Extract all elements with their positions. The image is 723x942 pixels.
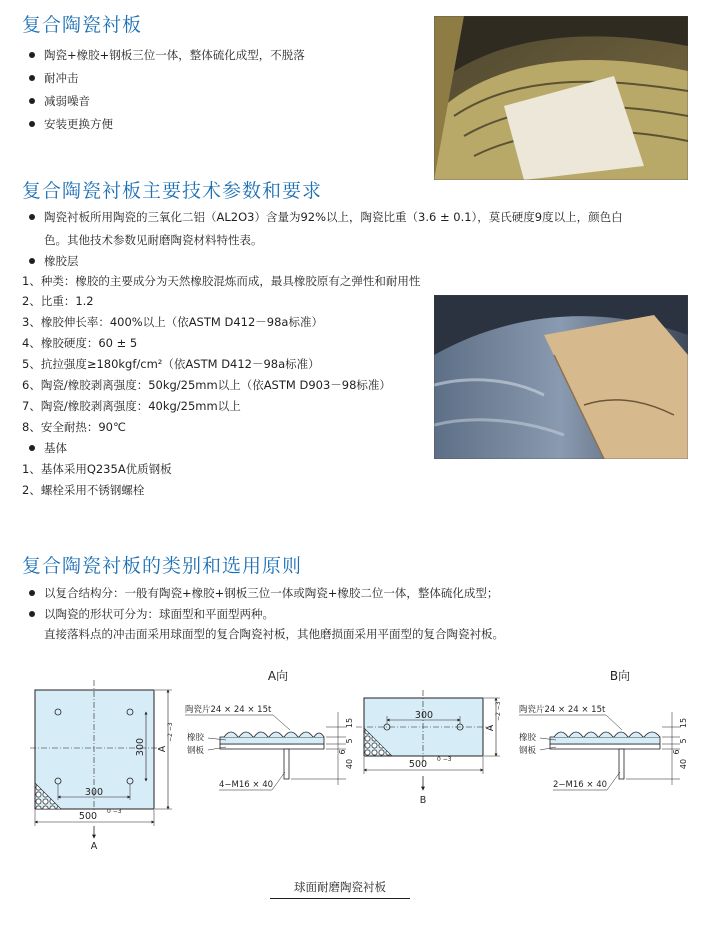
- liner-installation-photo-2: [434, 295, 688, 459]
- liner-installation-photo-1: [434, 16, 688, 180]
- dim-steel-thickness-b: 6: [672, 749, 681, 755]
- base-heading: 基体: [24, 441, 67, 456]
- dim-plate-height-tolerance-b: −2 −3: [495, 701, 502, 721]
- rubber-spec-item: 5、抗拉强度≥180kgf/cm²（依ASTM D412－98a标准）: [22, 357, 320, 371]
- plan-view-a: [30, 680, 174, 852]
- dim-tile-thickness-b: 15: [679, 717, 688, 729]
- feature-bullet: 减弱噪音: [24, 94, 90, 109]
- dim-hole-spacing-horizontal: 300: [84, 787, 104, 798]
- rubber-spec-item: 6、陶瓷/橡胶剥离强度：50kg/25mm以上（依ASTM D903－98标准）: [22, 378, 391, 392]
- rubber-spec-item: 1、种类：橡胶的主要成分为天然橡胶混炼而成，最具橡胶原有之弹性和耐用性: [22, 274, 421, 288]
- dim-plate-width-tolerance: 0 −3: [107, 808, 122, 815]
- feature-bullet: 陶瓷+橡胶+钢板三位一体，整体硫化成型，不脱落: [24, 48, 305, 63]
- section-title-technical-parameters: 复合陶瓷衬板主要技术参数和要求: [22, 180, 323, 202]
- rubber-layer-heading: 橡胶层: [24, 254, 79, 269]
- view-a-title: A向: [267, 669, 289, 683]
- bolt-spec-label-b: 2−M16 × 40: [553, 780, 608, 790]
- rubber-spec-item: 2、比重：1.2: [22, 294, 94, 308]
- section-title-categories-and-selection: 复合陶瓷衬板的类别和选用原则: [22, 555, 303, 577]
- feature-bullet: 耐冲击: [24, 71, 79, 86]
- view-arrow-label-b: B: [419, 795, 427, 806]
- rubber-spec-item: 8、安全耐热：90℃: [22, 420, 126, 434]
- dim-rubber-thickness-b: 5: [679, 738, 688, 744]
- dim-steel-thickness-a: 6: [338, 749, 347, 755]
- dim-rubber-thickness-a: 5: [345, 738, 354, 744]
- feature-bullet: 安装更换方便: [24, 117, 113, 132]
- plan-view-b: [356, 690, 502, 806]
- selection-bullet: 以复合结构分：一般有陶瓷+橡胶+钢板三位一体或陶瓷+橡胶二位一体，整体硫化成型；: [24, 586, 498, 601]
- dim-tile-thickness-a: 15: [345, 717, 354, 729]
- spherical-liner-technical-drawing: [0, 660, 723, 875]
- dim-bolt-length-b: 40: [679, 758, 688, 770]
- bolt-spec-label-a: 4−M16 × 40: [219, 780, 274, 790]
- view-arrow-label-a: A: [90, 841, 98, 852]
- section-view-a: [185, 669, 354, 790]
- dim-plate-width: 500: [78, 811, 98, 822]
- rubber-spec-item: 7、陶瓷/橡胶剥离强度：40kg/25mm以上: [22, 399, 241, 413]
- selection-note: 直接落料点的冲击面采用球面型的复合陶瓷衬板，其他磨损面采用平面型的复合陶瓷衬板。: [44, 627, 504, 641]
- dim-plate-height: A: [157, 745, 168, 753]
- dim-hole-spacing-b: 300: [414, 710, 434, 721]
- drawing-caption: 球面耐磨陶瓷衬板: [294, 880, 386, 894]
- base-spec-item: 1、基体采用Q235A优质钢板: [22, 462, 172, 476]
- dim-bolt-length-a: 40: [345, 758, 354, 770]
- steel-label-b: 钢板: [519, 746, 537, 756]
- view-b-title: B向: [609, 669, 631, 683]
- section-view-b: [519, 669, 688, 790]
- dim-plate-height-b: A: [485, 724, 496, 732]
- base-spec-item: 2、螺栓采用不锈钢螺栓: [22, 483, 145, 497]
- ceramic-spec-line: 陶瓷衬板所用陶瓷的三氧化二铝（AL2O3）含量为92%以上，陶瓷比重（3.6 ± 0.1），莫氏硬度9度以上，颜色白: [24, 210, 623, 225]
- rubber-label-a: 橡胶: [187, 733, 205, 743]
- caption-underline: [270, 898, 410, 899]
- ceramic-spec-line-continued: 色。其他技术参数见耐磨陶瓷材料特性表。: [44, 233, 263, 247]
- tile-spec-label-b: 陶瓷片24 × 24 × 15t: [519, 705, 606, 715]
- steel-label-a: 钢板: [187, 746, 205, 756]
- selection-bullet: 以陶瓷的形状可分为：球面型和平面型两种。: [24, 607, 274, 622]
- dim-plate-height-tolerance: −2 −3: [167, 722, 174, 742]
- rubber-spec-item: 4、橡胶硬度：60 ± 5: [22, 336, 138, 350]
- dim-plate-width-tolerance-b: 0 −3: [437, 756, 452, 763]
- rubber-label-b: 橡胶: [519, 733, 537, 743]
- tile-spec-label-a: 陶瓷片24 × 24 × 15t: [185, 705, 272, 715]
- section-title-composite-ceramic-liner: 复合陶瓷衬板: [22, 14, 143, 36]
- rubber-spec-item: 3、橡胶伸长率：400%以上（依ASTM D412－98a标准）: [22, 315, 323, 329]
- dim-hole-spacing-vertical: 300: [135, 737, 146, 757]
- dim-plate-width-b: 500: [408, 759, 428, 770]
